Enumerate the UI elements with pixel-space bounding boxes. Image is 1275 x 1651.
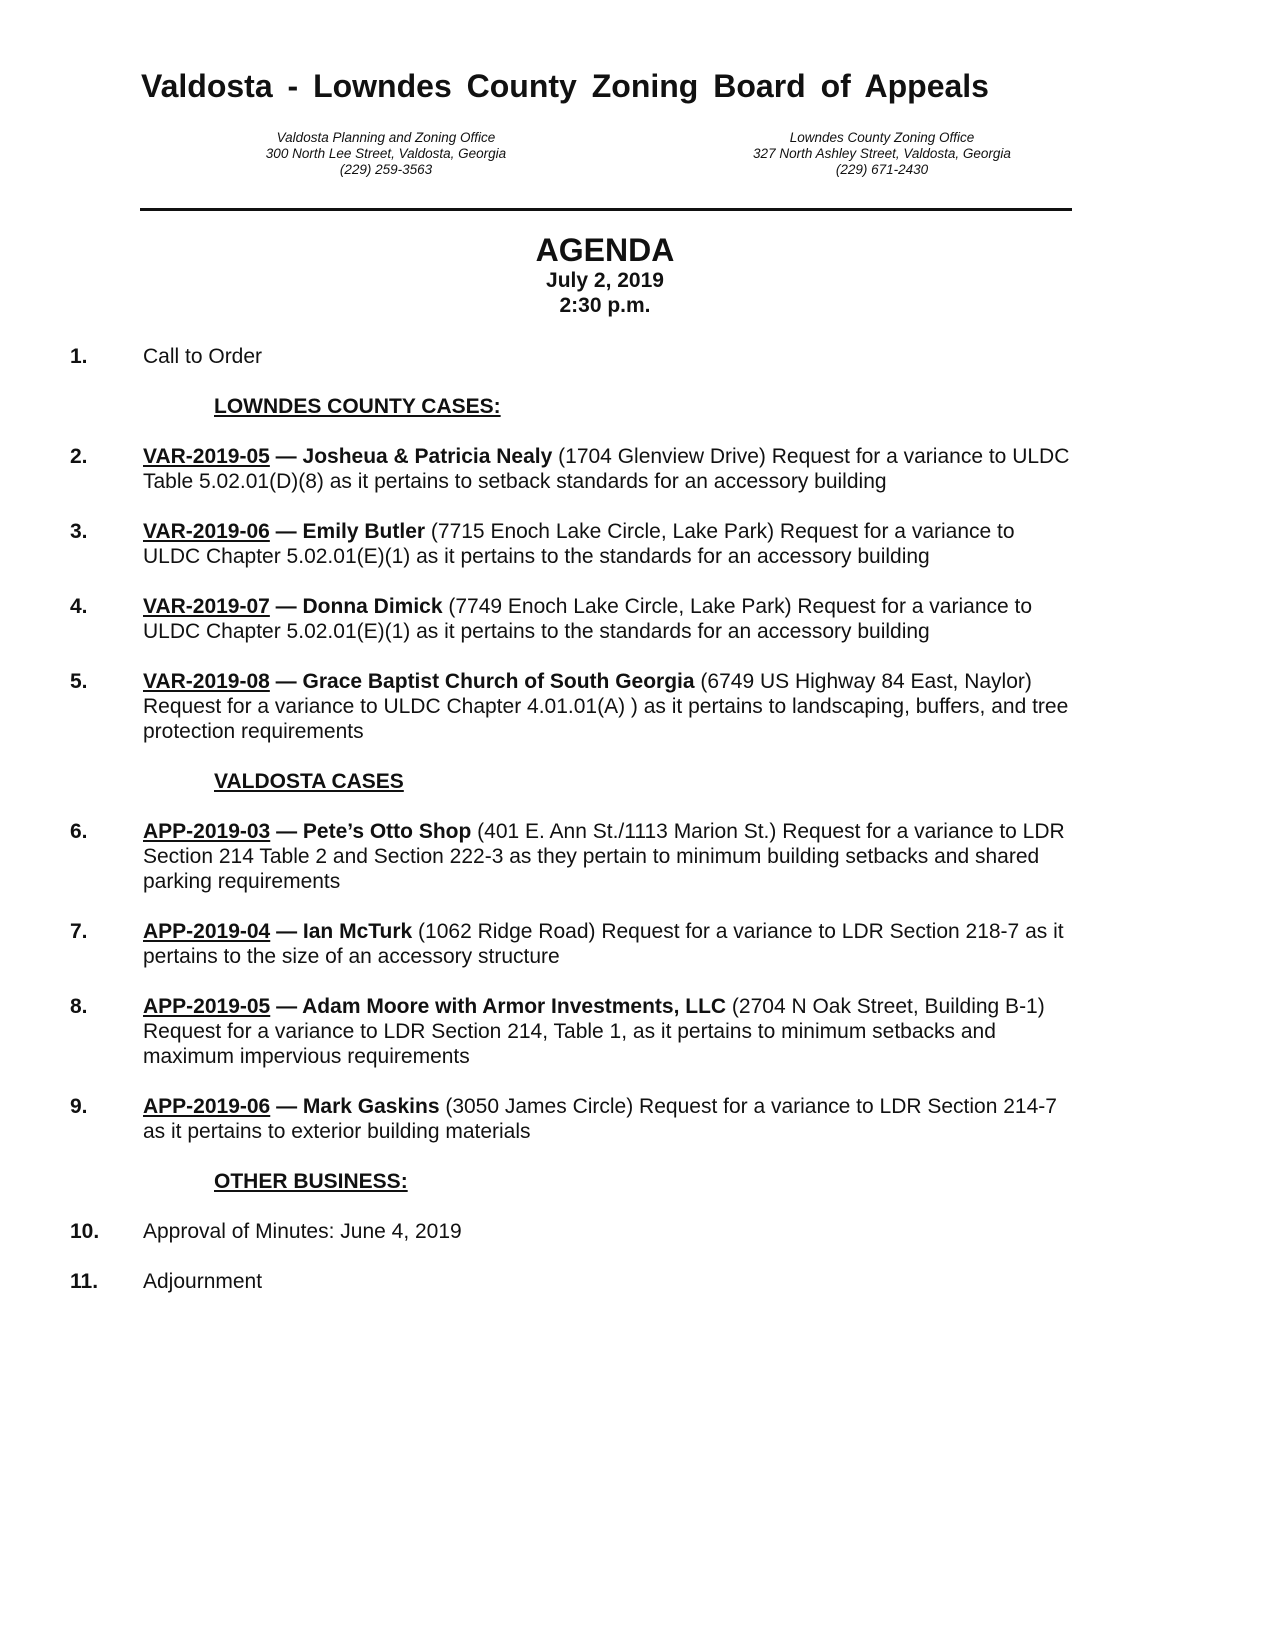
office-address: 327 North Ashley Street, Valdosta, Georgia	[753, 146, 1011, 161]
item-number: 6.	[70, 820, 88, 843]
item-number: 11.	[70, 1270, 99, 1293]
agenda-date: July 2, 2019	[546, 269, 664, 292]
case-description: (7749 Enoch Lake Circle, Lake Park) Request for a variance to ULDC Chapter 5.02.01(E)(1) as it pertains to the standards for an accessory building	[143, 595, 1033, 643]
agenda-item	[70, 1269, 1070, 1294]
item-number: 2.	[70, 445, 88, 468]
item-text: Adjournment	[143, 1270, 263, 1293]
item-number: 4.	[70, 595, 88, 618]
applicant-name: Pete’s Otto Shop	[302, 820, 472, 843]
agenda-item	[70, 819, 1070, 894]
office-name: Lowndes County Zoning Office	[789, 130, 975, 145]
dash: —	[270, 920, 303, 943]
case-description: (1062 Ridge Road) Request for a variance to LDR Section 218-7 as it pertains to the size of an accessory structure	[143, 920, 1064, 968]
case-number: APP-2019-05	[143, 995, 271, 1018]
case-number: VAR-2019-08	[143, 670, 270, 693]
applicant-name: Adam Moore with Armor Investments, LLC	[302, 995, 727, 1018]
case-number: APP-2019-04	[143, 920, 271, 943]
item-number: 5.	[70, 670, 88, 693]
valdosta-office-block	[226, 130, 546, 178]
dash: —	[270, 1095, 303, 1118]
applicant-name: Donna Dimick	[302, 595, 443, 618]
applicant-name: Mark Gaskins	[302, 1095, 440, 1118]
case-number: VAR-2019-07	[143, 595, 270, 618]
applicant-name: Josheua & Patricia Nealy	[302, 445, 553, 468]
dash: —	[269, 670, 303, 693]
agenda-time: 2:30 p.m.	[559, 294, 651, 317]
agenda-item	[70, 519, 1070, 569]
item-text: Approval of Minutes: June 4, 2019	[143, 1220, 462, 1243]
agenda-item	[70, 994, 1070, 1069]
item-number: 9.	[70, 1095, 88, 1118]
item-text: Call to Order	[143, 345, 263, 368]
case-number: APP-2019-03	[143, 820, 271, 843]
agenda-list	[70, 344, 1070, 1319]
item-number: 7.	[70, 920, 88, 943]
agenda-heading: AGENDA	[535, 232, 675, 268]
case-number: APP-2019-06	[143, 1095, 271, 1118]
case-number: VAR-2019-05	[143, 445, 270, 468]
dash: —	[269, 595, 303, 618]
office-address: 300 North Lee Street, Valdosta, Georgia	[265, 146, 507, 161]
agenda-item	[70, 669, 1070, 744]
agenda-item	[70, 1219, 1070, 1244]
section-heading-valdosta: VALDOSTA CASES	[214, 770, 404, 793]
case-description: (1704 Glenview Drive) Request for a variance to ULDC Table 5.02.01(D)(8) as it pertains to setback standards for an accessory building	[143, 445, 1070, 493]
section-heading-lowndes: LOWNDES COUNTY CASES:	[214, 395, 501, 418]
section-heading-other: OTHER BUSINESS:	[214, 1170, 408, 1193]
office-phone: (229) 671-2430	[835, 162, 929, 177]
case-description: (3050 James Circle) Request for a variance to LDR Section 214-7 as it pertains to exterior building materials	[143, 1095, 1057, 1143]
case-description: (7715 Enoch Lake Circle, Lake Park) Request for a variance to ULDC Chapter 5.02.01(E)(1) as it pertains to the standards for an accessory building	[143, 520, 1015, 568]
item-number: 3.	[70, 520, 88, 543]
dash: —	[270, 820, 303, 843]
agenda-item	[70, 344, 1070, 369]
applicant-name: Emily Butler	[302, 520, 426, 543]
office-name: Valdosta Planning and Zoning Office	[276, 130, 496, 145]
applicant-name: Grace Baptist Church of South Georgia	[302, 670, 695, 693]
agenda-item	[70, 444, 1070, 494]
item-number: 1.	[70, 345, 88, 368]
case-description: (401 E. Ann St./1113 Marion St.) Request for a variance to LDR Section 214 Table 2 and Section 222-3 as they pertain to minimum building setbacks and shared parking requirements	[143, 820, 1065, 893]
agenda-item	[70, 919, 1070, 969]
applicant-name: Ian McTurk	[302, 920, 413, 943]
header-divider	[140, 208, 1072, 211]
dash: —	[270, 995, 303, 1018]
item-number: 10.	[70, 1220, 100, 1243]
dash: —	[269, 520, 303, 543]
office-phone: (229) 259-3563	[339, 162, 433, 177]
agenda-heading-block	[0, 232, 1210, 318]
item-number: 8.	[70, 995, 88, 1018]
agenda-item	[70, 1094, 1070, 1144]
board-title: Valdosta - Lowndes County Zoning Board of Appeals	[141, 68, 989, 104]
dash: —	[269, 445, 303, 468]
lowndes-office-block	[722, 130, 1042, 178]
agenda-item	[70, 594, 1070, 644]
case-number: VAR-2019-06	[143, 520, 270, 543]
case-description: (6749 US Highway 84 East, Naylor) Request for a variance to ULDC Chapter 4.01.01(A) ) as it pertains to landscaping, buffers, and tree protection requirements	[143, 670, 1069, 743]
case-description: (2704 N Oak Street, Building B-1) Request for a variance to LDR Section 214, Table 1, as it pertains to minimum setbacks and maximum impervious requirements	[143, 995, 1045, 1068]
